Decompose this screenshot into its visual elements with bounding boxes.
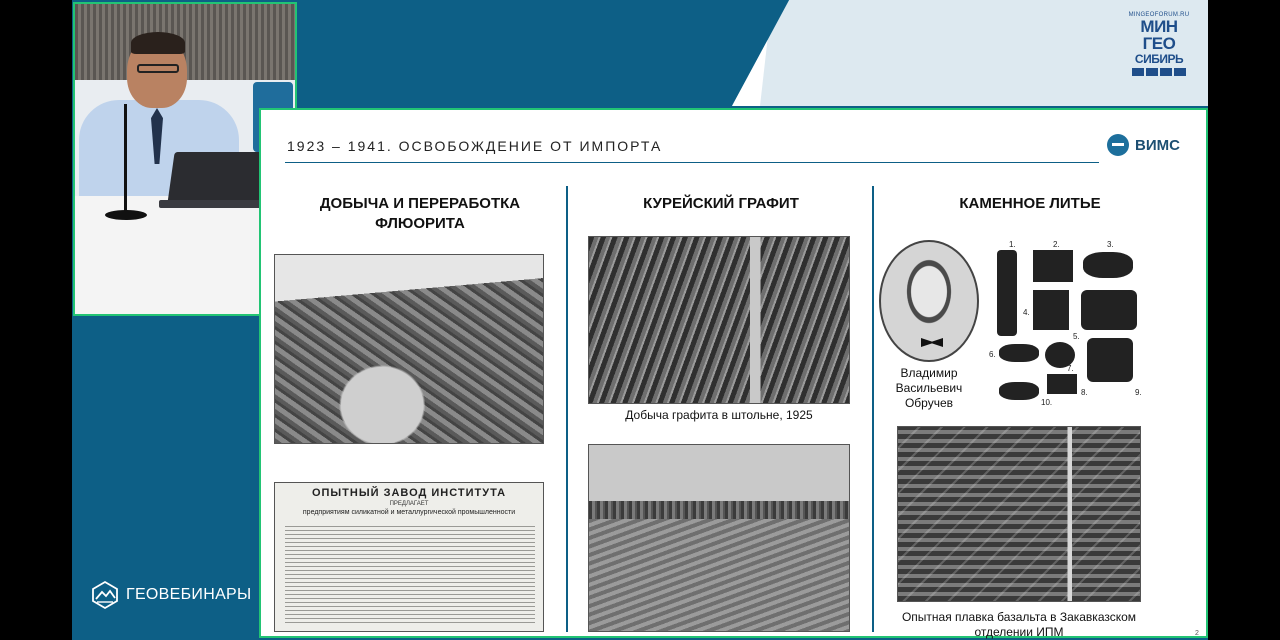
cast-wedge: [1033, 290, 1069, 330]
cast-block: [1033, 250, 1073, 282]
microphone: [124, 104, 127, 214]
column-title-graphite: КУРЕЙСКИЙ ГРАФИТ: [643, 195, 799, 212]
logo-line-1: МИН: [1140, 17, 1178, 36]
cast-tub: [1081, 290, 1137, 330]
item-number: 1.: [1009, 240, 1016, 249]
mountain-emblem-icon: [90, 580, 120, 610]
microphone-base: [105, 210, 147, 220]
logo-line-2: ГЕО: [1142, 34, 1176, 53]
mingeosibir-logo: [1126, 12, 1192, 96]
slide-heading: 1923 – 1941. ОСВОБОЖДЕНИЕ ОТ ИМПОРТА: [287, 138, 663, 154]
cast-pipe: [997, 250, 1017, 336]
column-divider-2: [872, 186, 874, 632]
item-number: 8.: [1081, 388, 1088, 397]
column-title-stone-casting: КАМЕННОЕ ЛИТЬЕ: [959, 195, 1101, 212]
vims-emblem-icon: [1107, 134, 1129, 156]
cast-stone-items: [989, 238, 1149, 410]
basalt-smelting-photo: [897, 426, 1141, 602]
cast-screw: [999, 382, 1039, 400]
laptop-base: [159, 200, 269, 208]
laptop: [167, 152, 266, 204]
vims-label: ВИМС: [1135, 136, 1180, 154]
logo-line-3: СИБИРЬ: [1134, 52, 1184, 66]
fluorite-quarry-photo: [274, 254, 544, 444]
document-line: предприятиям силикатной и металлургической промышленности: [302, 509, 516, 516]
vims-logo: [1107, 134, 1180, 156]
obruchev-portrait: [879, 240, 979, 362]
cast-coil: [1083, 252, 1133, 278]
cast-box: [1087, 338, 1133, 382]
graphite-mine-photo: [588, 236, 850, 404]
brand-label: ГЕОВЕБИНАРЫ: [126, 586, 252, 603]
column-divider-1: [566, 186, 568, 632]
item-number: 6.: [989, 350, 996, 359]
item-number: 5.: [1073, 332, 1080, 341]
item-number: 9.: [1135, 388, 1142, 397]
bow-tie: [921, 338, 943, 347]
cast-tile: [1047, 374, 1077, 394]
heading-rule: [285, 162, 1099, 163]
item-number: 2.: [1053, 240, 1060, 249]
logo-site: MINGEOFORUM.RU: [1128, 12, 1190, 18]
page-number: 2: [1195, 630, 1199, 637]
cast-spring: [999, 344, 1039, 362]
graphite-site-photo: [588, 444, 850, 632]
basalt-caption: Опытная плавка базальта в Закавказском отделении ИПМ: [901, 610, 1137, 639]
document-subtitle: ПРЕДЛАГАЕТ: [389, 501, 429, 507]
glasses: [137, 64, 179, 73]
document-body: [285, 523, 535, 623]
item-number: 4.: [1023, 308, 1030, 317]
item-number: 7.: [1067, 364, 1074, 373]
presentation-slide: [259, 108, 1208, 638]
column-title-fluorite: ДОБЫЧА И ПЕРЕРАБОТКА ФЛЮОРИТА: [319, 195, 521, 232]
portrait-caption: Владимир Васильевич Обручев: [895, 366, 963, 410]
item-number: 10.: [1041, 398, 1053, 407]
geowebinars-brand: [90, 580, 252, 610]
plant-advert-document: [274, 482, 544, 632]
speaker-hair: [131, 32, 185, 54]
document-title: ОПЫТНЫЙ ЗАВОД ИНСТИТУТА: [311, 487, 507, 499]
graphite-caption: Добыча графита в штольне, 1925: [625, 408, 813, 422]
logo-pictograms: [1126, 68, 1192, 76]
item-number: 3.: [1107, 240, 1114, 249]
